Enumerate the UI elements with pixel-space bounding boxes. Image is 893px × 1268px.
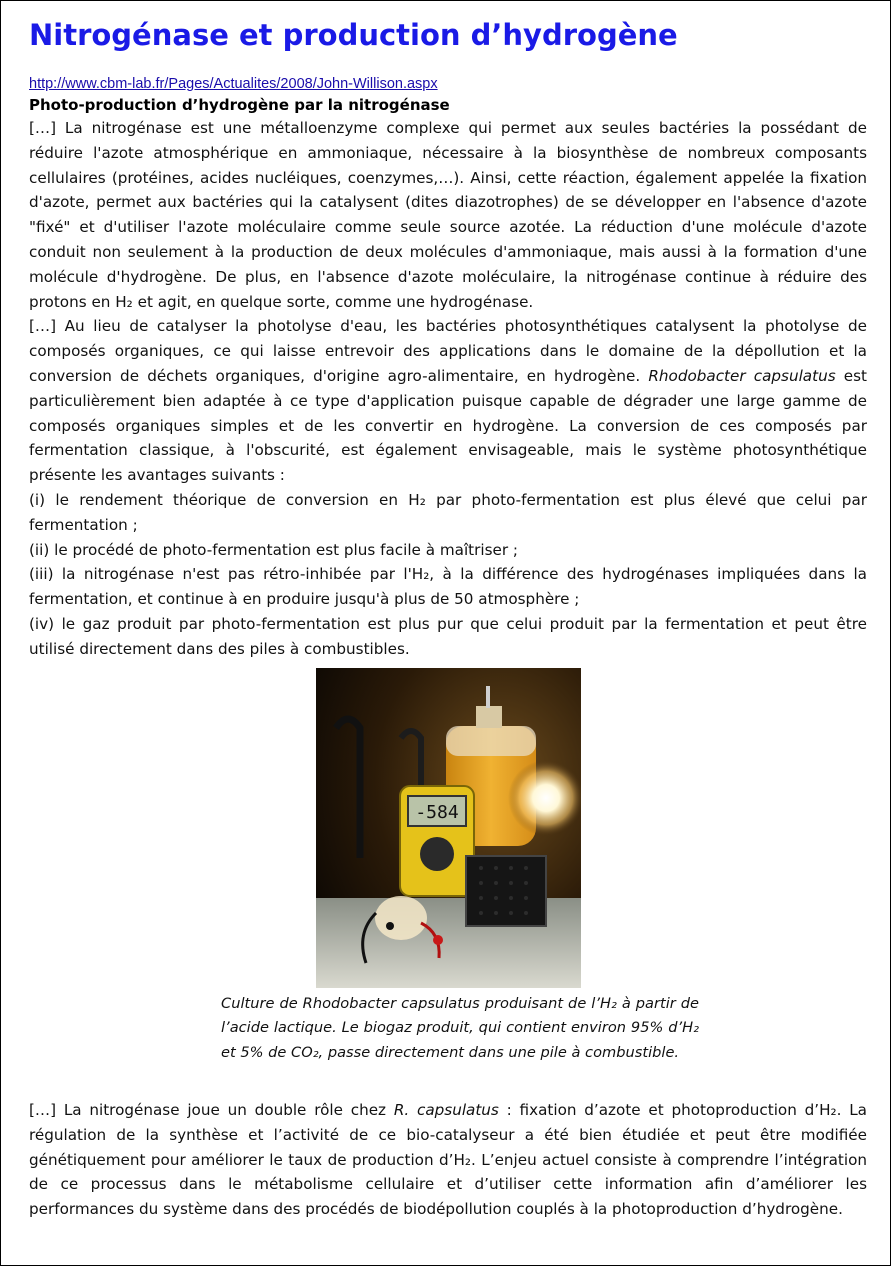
advantage-item-iii: (iii) la nitrogénase n'est pas rétro-inhibée par l'H₂, à la différence des hydrogénases impliquées dans la fermentation, et continue à en produire jusqu'à plus de 50 atmosphère ; <box>29 565 867 609</box>
advantage-item-iv: (iv) le gaz produit par photo-fermentation est plus pur que celui produit par la fermentation et peut être utilisé directement dans des piles à combustibles. <box>29 614 867 658</box>
advantage-item-i: (i) le rendement théorique de conversion en H₂ par photo-fermentation est plus élevé que celui par fermentation ; <box>29 490 867 534</box>
species-name: Rhodobacter capsulatus <box>648 366 836 385</box>
document-content <box>29 15 867 1222</box>
paragraph-intro-end: et agit, en quelque sorte, comme une hydrogénase. <box>132 292 534 311</box>
meter-display-text: -584 <box>414 801 459 823</box>
paragraph-conclusion-text: […] La nitrogénase joue un double rôle chez <box>29 1101 394 1120</box>
section-subtitle: Photo-production d’hydrogène par la nitrogénase <box>29 96 450 114</box>
paragraph-conclusion-end: : fixation d’azote et photoproduction d’H₂. La régulation de la synthèse et l’activité de ce bio-catalyseur a été bien étudiée et peut être modifiée génétiquement pour améliorer le taux de production d’H₂. L’enjeu actuel consiste à comprendre l’intégration de ce processus dans le métabolisme cellulaire et d’utiliser cette information afin d’améliorer les performances du système dans des procédés de biodépollution couplés à la photoproduction d’hydrogène. <box>29 1101 867 1219</box>
paragraph-applications-text: […] Au lieu de catalyser la photolyse d'eau, les bactéries photosynthétiques catalysent la photolyse de composés organiques, ce qui laisse entrevoir des applications dans le domaine de la dépollution et la conversion de déchets organiques, d'origine agro-alimentaire, en hydrogène. <box>29 317 867 385</box>
page-title: Nitrogénase et production d’hydrogène <box>29 18 678 52</box>
paragraph-applications-end: est particulièrement bien adaptée à ce type d'application puisque capable de dégrader une large gamme de composés organiques simples et de les convertir en hydrogène. La conversion de ces composés par fermentation classique, à l'obscurité, est également envisageable, mais le système photosynthétique présente les avantages suivants : <box>29 366 867 485</box>
h2-formula: H₂ <box>115 292 133 311</box>
species-name-short: R. capsulatus <box>393 1101 499 1120</box>
advantage-item-ii: (ii) le procédé de photo-fermentation est plus facile à maîtriser ; <box>29 540 519 559</box>
spacer <box>29 1065 867 1098</box>
paragraph-intro <box>29 116 867 314</box>
paragraph-conclusion <box>29 1098 867 1222</box>
figure-photo <box>316 668 581 988</box>
paragraph-intro-text: […] La nitrogénase est une métalloenzyme complexe qui permet aux seules bactéries la possédant de réduire l'azote atmosphérique en ammoniaque, nécessaire à la biosynthèse de nombreux composants cellulaires (protéines, acides nucléiques, coenzymes,…). Ainsi, cette réaction, également appelée la fixation d'azote, permet aux bactéries qui la catalysent (dites diazotrophes) de se développer en l'absence d'azote "fixé" et d'utiliser l'azote moléculaire comme seule source azotée. La réduction d'une molécule d'azote conduit non seulement à la production de deux molécules d'ammoniaque, mais aussi à la formation d'une molécule d'hydrogène. De plus, en l'absence d'azote moléculaire, la nitrogénase continue à réduire des protons en <box>29 119 867 311</box>
figure-caption: Culture de Rhodobacter capsulatus produisant de l’H₂ à partir de l’acide lactique. Le biogaz produit, qui contient environ 95% d’H₂ et 5% de CO₂, passe directement dans une pile à combustible. <box>221 994 699 1061</box>
paragraph-applications <box>29 314 867 488</box>
source-link[interactable]: http://www.cbm-lab.fr/Pages/Actualites/2008/John-Willison.aspx <box>29 76 438 92</box>
lab-photo-illustration <box>316 668 581 988</box>
